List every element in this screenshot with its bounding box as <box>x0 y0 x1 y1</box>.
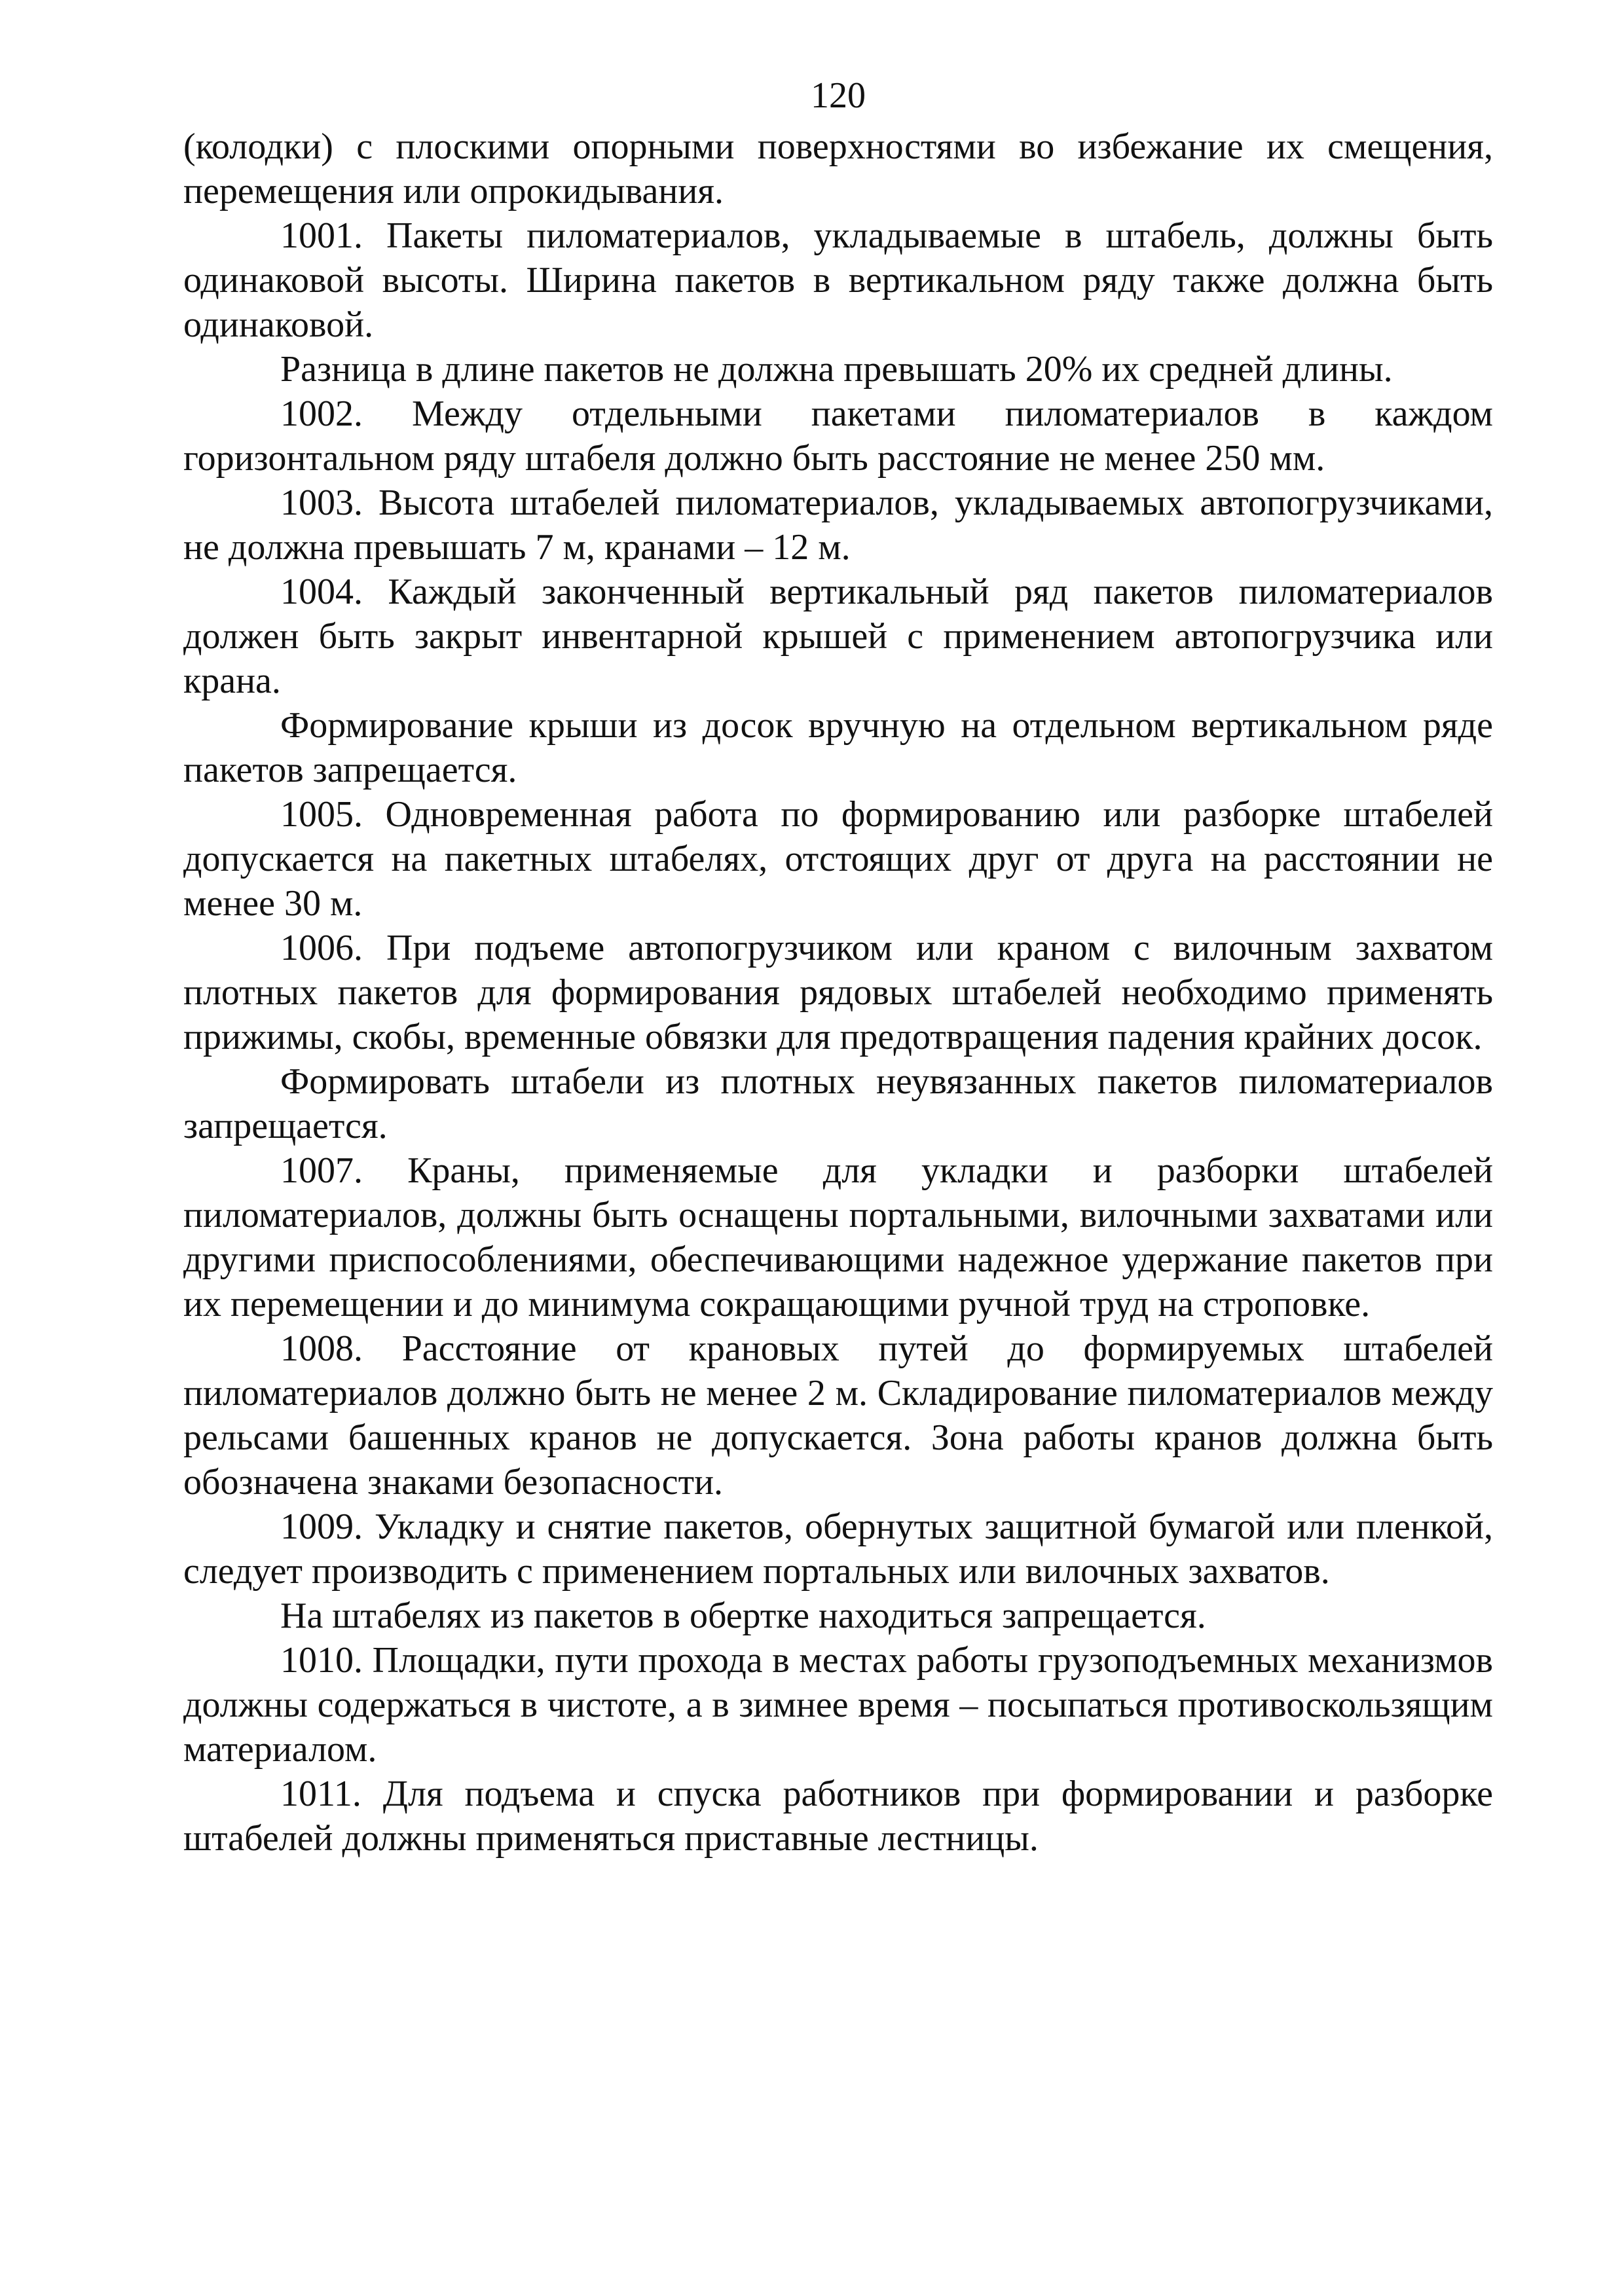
paragraph-1003: 1003. Высота штабелей пиломатериалов, укладываемых автопогрузчиками, не должна превышать 7 м, кранами – 12 м. <box>183 483 1493 568</box>
paragraph-1001: 1001. Пакеты пиломатериалов, укладываемые в штабель, должны быть одинаковой высоты. Ширина пакетов в вертикальном ряду также должна быть одинаковой. <box>183 215 1493 345</box>
page-number: 120 <box>811 75 866 116</box>
paragraph-1009: 1009. Укладку и снятие пакетов, обернутых защитной бумагой или пленкой, следует производить с применением портальных или вилочных захватов. <box>183 1506 1493 1592</box>
paragraph-1008: 1008. Расстояние от крановых путей до формируемых штабелей пиломатериалов должно быть не менее 2 м. Складирование пиломатериалов между рельсами башенных кранов не допускается. Зона работы кранов должна быть обозначена знаками безопасности. <box>183 1328 1493 1503</box>
paragraph-1006-prohibition: Формировать штабели из плотных неувязанных пакетов пиломатериалов запрещается. <box>183 1061 1493 1146</box>
paragraph-1006: 1006. При подъеме автопогрузчиком или краном с вилочным захватом плотных пакетов для формирования рядовых штабелей необходимо применять прижимы, скобы, временные обвязки для предотвращения падения крайних досок. <box>183 928 1493 1057</box>
paragraph-1011: 1011. Для подъема и спуска работников при формировании и разборке штабелей должны применяться приставные лестницы. <box>183 1774 1493 1859</box>
paragraph-1007: 1007. Краны, применяемые для укладки и разборки штабелей пиломатериалов, должны быть оснащены портальными, вилочными захватами или другими приспособлениями, обеспечивающими надежное удержание пакетов при их перемещении и до минимума сокращающими ручной труд на строповке. <box>183 1150 1493 1324</box>
paragraph-1004-roof-prohibition: Формирование крыши из досок вручную на отдельном вертикальном ряде пакетов запрещается. <box>183 705 1493 790</box>
paragraph-1004: 1004. Каждый законченный вертикальный ряд пакетов пиломатериалов должен быть закрыт инвентарной крышей с применением автопогрузчика или крана. <box>183 572 1493 701</box>
document-page <box>183 72 1493 1861</box>
paragraph-1001-length-difference: Разница в длине пакетов не должна превышать 20% их средней длины. <box>280 349 1393 390</box>
paragraph-continuation: (колодки) с плоскими опорными поверхностями во избежание их смещения, перемещения или опрокидывания. <box>183 126 1493 211</box>
paragraph-1005: 1005. Одновременная работа по формированию или разборке штабелей допускается на пакетных штабелях, отстоящих друг от друга на расстоянии не менее 30 м. <box>183 794 1493 924</box>
paragraph-1010: 1010. Площадки, пути прохода в местах работы грузоподъемных механизмов должны содержаться в чистоте, а в зимнее время – посыпаться противоскользящим материалом. <box>183 1640 1493 1770</box>
paragraph-1009-prohibition: На штабелях из пакетов в обертке находиться запрещается. <box>280 1595 1206 1636</box>
paragraph-1002: 1002. Между отдельными пакетами пиломатериалов в каждом горизонтальном ряду штабеля должно быть расстояние не менее 250 мм. <box>183 393 1493 479</box>
